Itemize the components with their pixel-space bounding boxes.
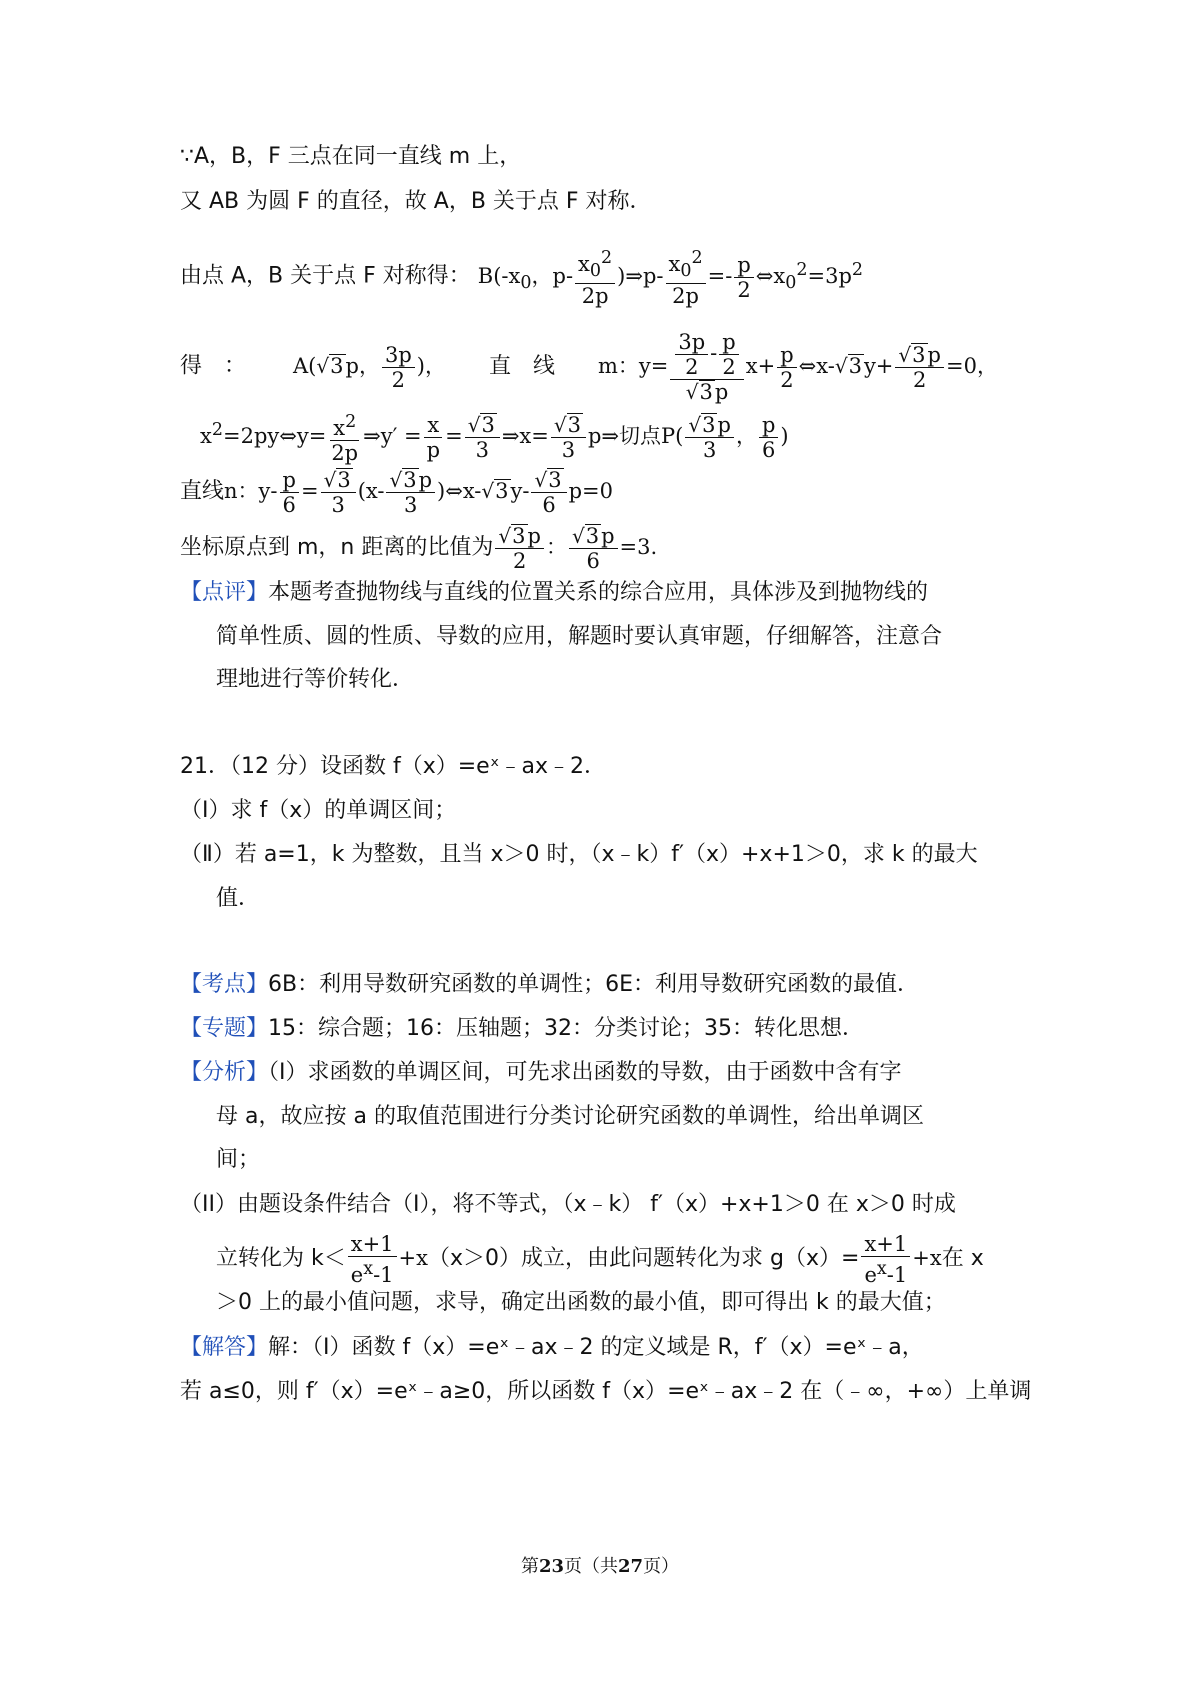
math-line <box>200 410 789 465</box>
fenxi-line: 间； <box>216 1147 261 1172</box>
text-segment: （Ⅰ）求函数的单调区间，可先求出函数的导数，由于函数中含有字 <box>268 1060 902 1085</box>
footer-text: 页） <box>643 1556 680 1577</box>
text-segment: 由点 A，B 关于点 F 对称得： <box>180 263 471 289</box>
formula-line-n: n：y- $\frac{p}{6}$ = $\frac{√3}{3}$ (x- $\frac{√3p}{3}$ )⇔x-√3y- $\frac{√3}{6}$ p=0 <box>224 468 614 517</box>
dianping-tag: 【点评】 <box>180 580 269 605</box>
formula-ratio: $\frac{√3p}{2}$ ： $\frac{√3p}{6}$ =3. <box>493 535 657 559</box>
formula-g: $\frac{x+1}{e^x-1}$ +x <box>859 1246 941 1270</box>
page-footer <box>0 1552 1200 1578</box>
page-number: 23 <box>538 1556 564 1577</box>
footer-text: 页（共 <box>564 1556 618 1577</box>
comment-line: 理地进行等价转化． <box>216 667 415 692</box>
fenxi-line <box>216 1232 984 1287</box>
kaodian-line <box>180 970 919 1000</box>
text-segment: （x＞0）成立，由此问题转化为求 g（x）= <box>428 1246 860 1271</box>
fenxi-line <box>180 1058 902 1088</box>
fenxi-line: ＞0 上的最小值问题，求导，确定出函数的最小值，即可得出 k 的最大值； <box>216 1290 946 1315</box>
text-segment: 在 x <box>941 1246 984 1271</box>
jieda-tag: 【解答】 <box>180 1335 269 1360</box>
text-segment: 得 ： <box>180 353 247 379</box>
text-line: ∵A，B，F 三点在同一直线 m 上， <box>180 144 522 169</box>
question-part: （Ⅰ）求 f（x）的单调区间； <box>180 798 457 823</box>
formula-tangent: $x^2=2py\Leftrightarrow y=$ $\frac{x^2}{2p}$ ⇒y′ = $\frac{x}{p}$ = $\frac{√3}{3}$ ⇒x= $\frac{√3}{3}$ p⇒切点P( $\frac{√3p}{3}$ ， $\frac{p}{6}$ ) <box>200 412 789 465</box>
kaodian-tag: 【考点】 <box>180 972 269 997</box>
text-segment: 本题考查抛物线与直线的位置关系的综合应用，具体涉及到抛物线的 <box>268 580 929 605</box>
zhuanti-tag: 【专题】 <box>180 1016 269 1041</box>
text-segment: 坐标原点到 m，n 距离的比值为 <box>180 535 494 560</box>
math-line <box>180 246 863 308</box>
text-segment: 直 线 <box>488 353 555 379</box>
comment-line: 简单性质、圆的性质、导数的应用，解题时要认真审题，仔细解答，注意合 <box>216 624 943 649</box>
comment-line <box>180 578 928 608</box>
formula-k-bound: $\frac{x+1}{e^x-1}$ +x <box>346 1246 428 1270</box>
jieda-line <box>180 1333 924 1363</box>
text-segment: 6B：利用导数研究函数的单调性；6E：利用导数研究函数的最值． <box>268 972 920 997</box>
fenxi-line: 母 a，故应按 a 的取值范围进行分类讨论研究函数的单调性，给出单调区 <box>216 1104 924 1129</box>
question-title: 21．（12 分）设函数 f（x）=eˣ﹣ax﹣2． <box>180 754 606 779</box>
math-line <box>180 524 657 573</box>
text-line: 又 AB 为圆 F 的直径，故 A，B 关于点 F 对称． <box>180 189 652 214</box>
fenxi-line: （II）由题设条件结合（I），将不等式，（x﹣k） f′（x）+x+1＞0 在 x＞0 时成 <box>180 1192 956 1217</box>
text-segment: 解：（I）函数 f（x）=eˣ﹣ax﹣2 的定义域是 R，f′（x）=eˣ﹣a， <box>268 1335 924 1360</box>
question-part: （Ⅱ）若 a=1，k 为整数，且当 x＞0 时，（x﹣k）f′（x）+x+1＞0，求 k 的最大 <box>180 842 978 867</box>
page-total: 27 <box>618 1556 644 1577</box>
formula-b-point: $B(-x_0$，p- $\frac{x_0^2}{2p}$ )⇒p- $\frac{x_0^2}{2p}$ =- $\frac{p}{2}$ $\Leftrightarrow x_0^2=3p^2$ <box>477 248 864 309</box>
text-segment: 直线 <box>180 479 225 504</box>
math-line <box>180 330 998 404</box>
formula-a-point: A(√3p， $\frac{3p}{2}$ )， <box>293 342 446 392</box>
zhuanti-line <box>180 1014 864 1044</box>
formula-line-m: m：y= $\frac{3p}{2}$ - $\frac{p}{2}$ √3p x+ $\frac{p}{2}$ ⇔x-√3y+ $\frac{√3p}{2}$ =0， <box>597 330 998 404</box>
jieda-line: 若 a≤0，则 f′（x）=eˣ﹣a≥0，所以函数 f（x）=eˣ﹣ax﹣2 在（﹣∞，+∞）上单调 <box>180 1379 1032 1404</box>
math-line <box>180 468 613 517</box>
footer-text: 第 <box>520 1556 539 1577</box>
text-segment: 立转化为 k＜ <box>216 1246 346 1271</box>
question-part: 值． <box>216 886 261 911</box>
text-segment: 15：综合题；16：压轴题；32：分类讨论；35：转化思想． <box>268 1016 864 1041</box>
fenxi-tag: 【分析】 <box>180 1060 269 1085</box>
